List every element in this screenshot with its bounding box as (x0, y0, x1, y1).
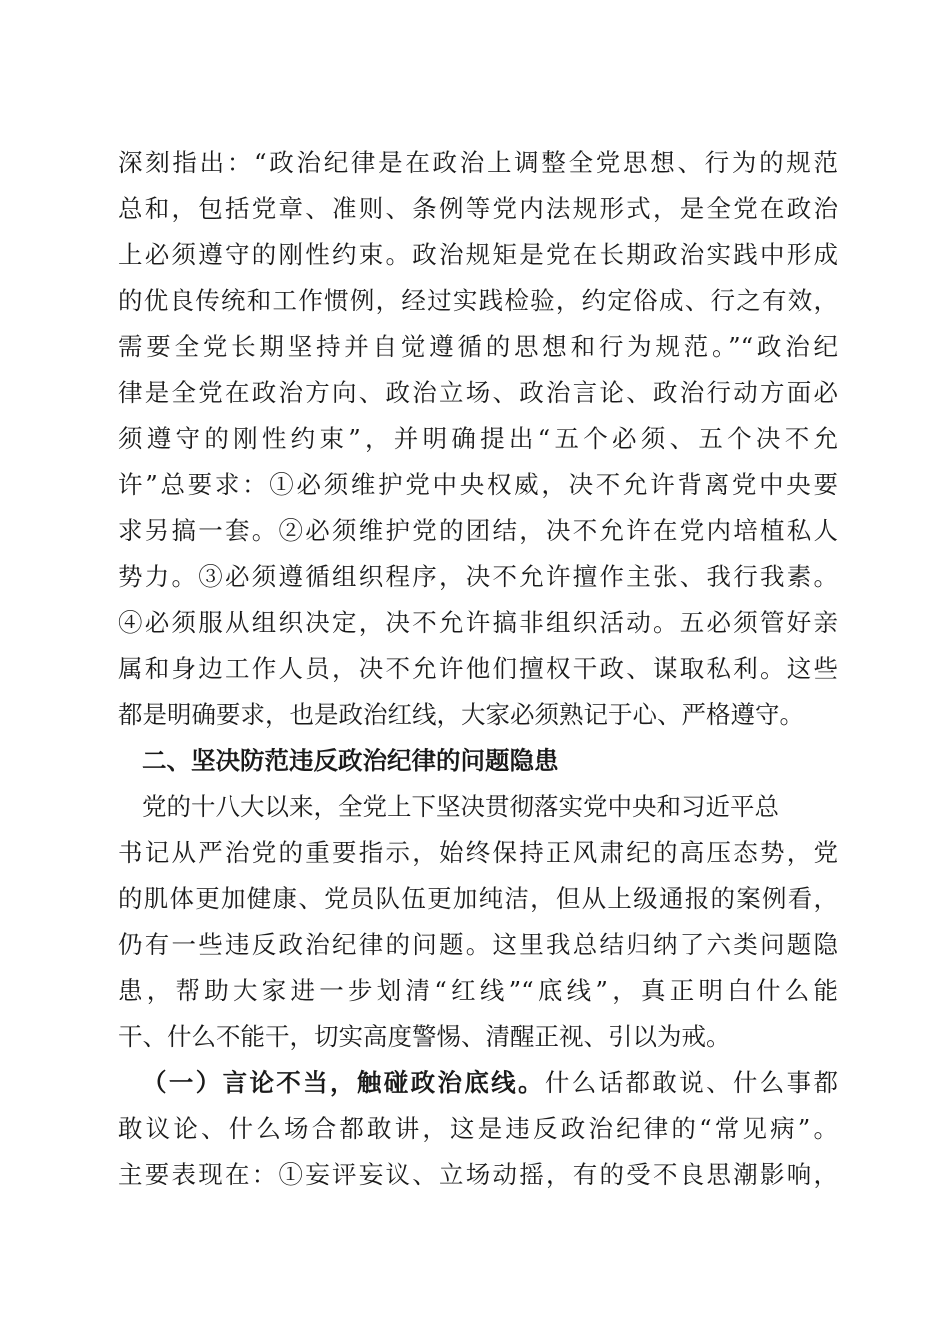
text-line: 属和身边工作人员，决不允许他们擅权干政、谋取私利。这些 (118, 654, 838, 683)
document-body (118, 140, 838, 1198)
text-line: 需要全党长期坚持并自觉遵循的思想和行为规范。”“政治纪 (118, 332, 838, 361)
paragraph-problem-hazards (118, 784, 838, 1060)
text-line: 的优良传统和工作惯例，经过实践检验，约定俗成、行之有效， (118, 286, 838, 315)
text-line: 主要表现在：①妄评妄议、立场动摇，有的受不良思潮影响， (118, 1160, 838, 1189)
text-line-rest: 什么话都敢说、什么事都 (544, 1068, 839, 1097)
text-line: 须遵守的刚性约束”，并明确提出“五个必须、五个决不允 (118, 424, 838, 453)
text-line: 深刻指出：“政治纪律是在政治上调整全党思想、行为的规范 (118, 148, 838, 177)
text-line: 书记从严治党的重要指示，始终保持正风肃纪的高压态势，党 (118, 838, 838, 867)
paragraph-improper-speech (118, 1060, 838, 1198)
text-line: 党的十八大以来，全党上下坚决贯彻落实党中央和习近平总 (142, 792, 779, 821)
text-line: 患，帮助大家进一步划清“红线”“底线”，真正明白什么能 (118, 976, 838, 1005)
text-line: 许”总要求：①必须维护党中央权威，决不允许背离党中央要 (118, 470, 838, 499)
text-line: 仍有一些违反政治纪律的问题。这里我总结归纳了六类问题隐 (118, 930, 838, 959)
text-line (118, 1060, 838, 1106)
text-line: 总和，包括党章、准则、条例等党内法规形式，是全党在政治 (118, 194, 838, 223)
text-line: 的肌体更加健康、党员队伍更加纯洁，但从上级通报的案例看， (118, 884, 838, 913)
text-line: 求另搞一套。②必须维护党的团结，决不允许在党内培植私人 (118, 516, 838, 545)
paragraph-political-discipline (118, 140, 838, 738)
text-line: 上必须遵守的刚性约束。政治规矩是党在长期政治实践中形成 (118, 240, 838, 269)
text-line: ④必须服从组织决定，决不允许搞非组织活动。五必须管好亲 (118, 608, 838, 637)
text-line: 敢议论、什么场合都敢讲，这是违反政治纪律的“常见病”。 (118, 1114, 838, 1143)
section-heading: 二、坚决防范违反政治纪律的问题隐患 (142, 746, 559, 775)
text-line: 律是全党在政治方向、政治立场、政治言论、政治行动方面必 (118, 378, 838, 407)
subsection-heading: （一）言论不当，触碰政治底线。 (142, 1068, 545, 1097)
text-line: 干、什么不能干，切实高度警惕、清醒正视、引以为戒。 (118, 1022, 731, 1051)
text-line: 势力。③必须遵循组织程序，决不允许擅作主张、我行我素。 (118, 562, 838, 591)
text-line: 都是明确要求，也是政治红线，大家必须熟记于心、严格遵守。 (118, 700, 804, 729)
